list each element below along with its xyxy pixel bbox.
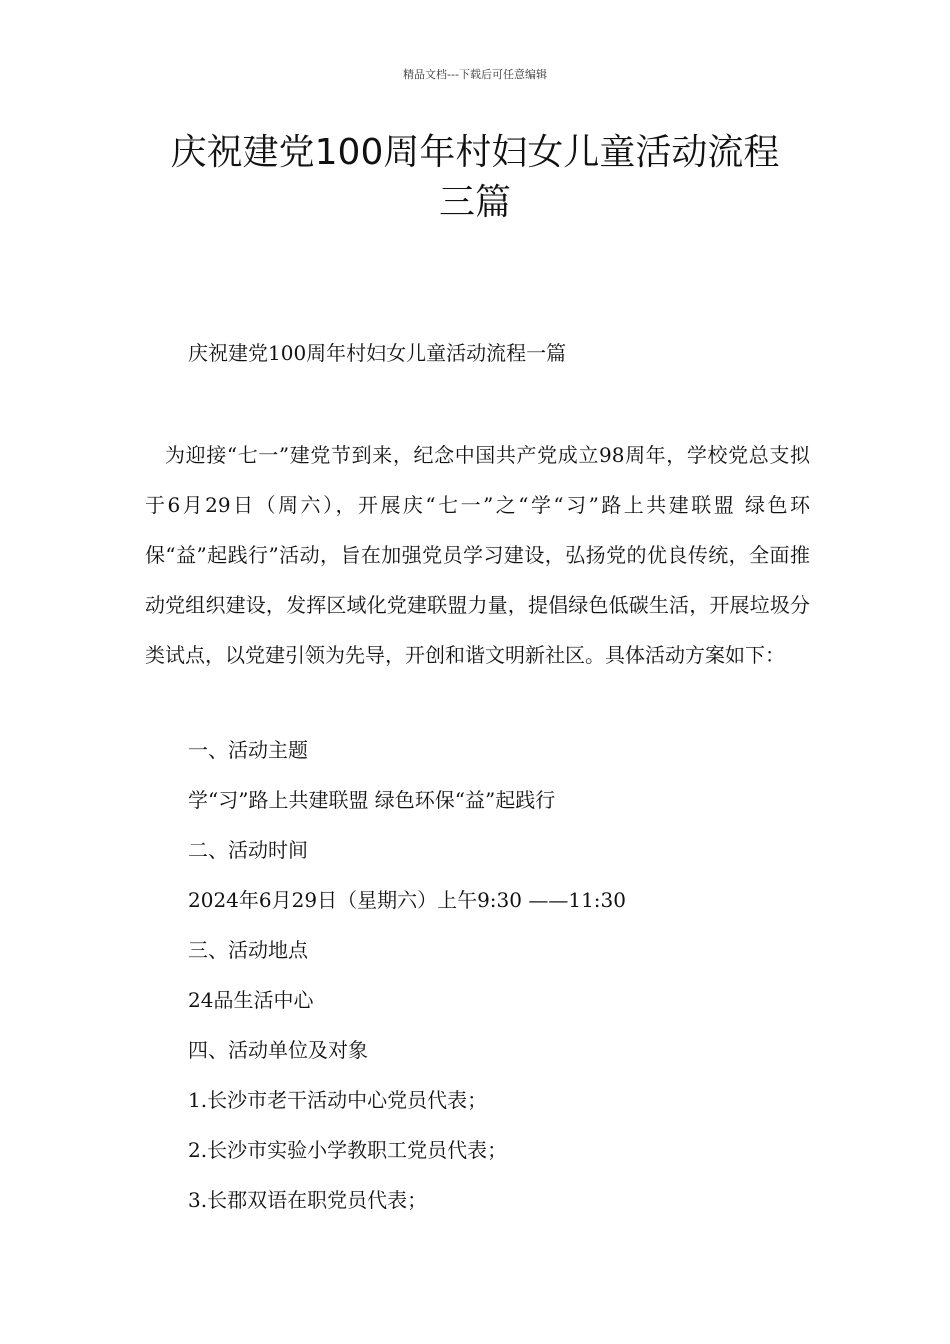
title-line-2: 三篇 [438, 182, 511, 223]
document-title [100, 128, 850, 228]
section-subtitle: 庆祝建党100周年村妇女儿童活动流程一篇 [188, 341, 567, 365]
intro-paragraph: 为迎接“七一”建党节到来，纪念中国共产党成立98周年，学校党总支拟于6月29日（周六），开展庆“七一”之“学“习”路上共建联盟 绿色环保“益”起践行”活动，旨在加强党员学习建设，弘扬党的优良传统，全面推动党组织建设，发挥区域化党建联盟力量，提倡绿色低碳生活，开展垃圾分类试点，以党建引领为先导，开创和谐文明新社区。具体活动方案如下： [145, 443, 810, 667]
section-list [145, 725, 810, 1225]
heading-theme: 一、活动主题 [188, 738, 308, 762]
time-text: 2024年6月29日（星期六）上午9:30 ——11:30 [188, 888, 626, 912]
location-text: 24品生活中心 [188, 988, 314, 1012]
theme-text: 学“习”路上共建联盟 绿色环保“益”起践行 [188, 788, 556, 812]
participant-item-2: 2.长沙市实验小学教职工党员代表； [188, 1138, 508, 1162]
page-header: 精品文档---下载后可任意编辑 [403, 68, 547, 81]
heading-participants: 四、活动单位及对象 [188, 1038, 368, 1062]
title-line-1: 庆祝建党100周年村妇女儿童活动流程 [170, 132, 780, 173]
heading-location: 三、活动地点 [188, 938, 308, 962]
participant-item-3: 3.长郡双语在职党员代表； [188, 1188, 428, 1212]
participant-item-1: 1.长沙市老干活动中心党员代表； [188, 1088, 488, 1112]
heading-time: 二、活动时间 [188, 838, 308, 862]
